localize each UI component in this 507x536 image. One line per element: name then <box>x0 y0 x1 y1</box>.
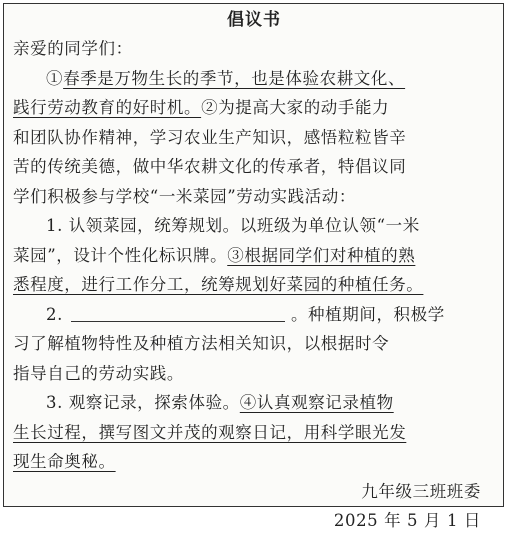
underlined-sentence-4-end: 现生命奥秘。 <box>13 452 116 471</box>
underlined-sentence-3-end: 悉程度，进行工作分工，统筹规划好菜园的种植任务。 <box>13 275 424 294</box>
item-2-line-3: 指导自己的劳动实践。 <box>13 363 184 383</box>
underlined-sentence-4-mid: 生长过程，撰写图文并茂的观察日记，用科学眼光发 <box>13 422 407 442</box>
item-2-number: 2. <box>46 304 63 324</box>
item-1-text: 菜园”，设计个性化标识牌。 <box>13 245 228 265</box>
underlined-sentence-1: 春季是万物生长的季节，也是体验农耕文化、 <box>63 68 406 88</box>
item-2-line-2: 习了解植物特性及种植方法相关知识，以根据时令 <box>13 334 390 353</box>
paragraph-1-line-1 <box>13 64 495 94</box>
underlined-sentence-4: ④认真观察记录植物 <box>239 393 394 412</box>
item-2-line-1 <box>13 300 495 330</box>
item-1-line-3 <box>13 270 495 300</box>
paragraph-1-line-5: 学们积极参与学校“一米菜园”劳动实践活动： <box>13 186 356 206</box>
signature-date: 2025 年 5 月 1 日 <box>333 511 481 530</box>
greeting: 亲爱的同学们： <box>13 39 133 58</box>
proposal-document <box>3 3 504 530</box>
sentence-2-start: ②为提高大家的动手能力 <box>201 98 390 117</box>
item-3-text: 3. 观察记录，探索体验。 <box>46 393 240 412</box>
item-2-text: 。种植期间，积极学 <box>290 304 445 324</box>
underlined-sentence-3: ③根据同学们对种植的熟 <box>227 245 416 265</box>
paragraph-1-line-4: 苦的传统美德，做中华农耕文化的传承者，特倡议同 <box>13 157 407 176</box>
marker-1: ① <box>46 68 64 88</box>
item-1-line-2 <box>13 241 495 271</box>
item-1-line-1: 1. 认领菜园，统筹规划。以班级为单位认领“一米 <box>46 216 420 235</box>
document-title: 倡议书 <box>227 10 281 30</box>
underlined-sentence-1-end: 践行劳动教育的好时机。 <box>13 98 202 117</box>
signature-org: 九年级三班班委 <box>361 481 481 501</box>
item-3-line-2 <box>13 418 495 448</box>
item-3-line-3 <box>13 447 495 477</box>
paragraph-1-line-3: 和团队协作精神，学习农业生产知识，感悟粒粒皆辛 <box>13 127 407 147</box>
fill-in-blank[interactable] <box>71 304 285 322</box>
paragraph-1-line-2 <box>13 93 495 123</box>
item-3-line-1 <box>13 388 495 418</box>
